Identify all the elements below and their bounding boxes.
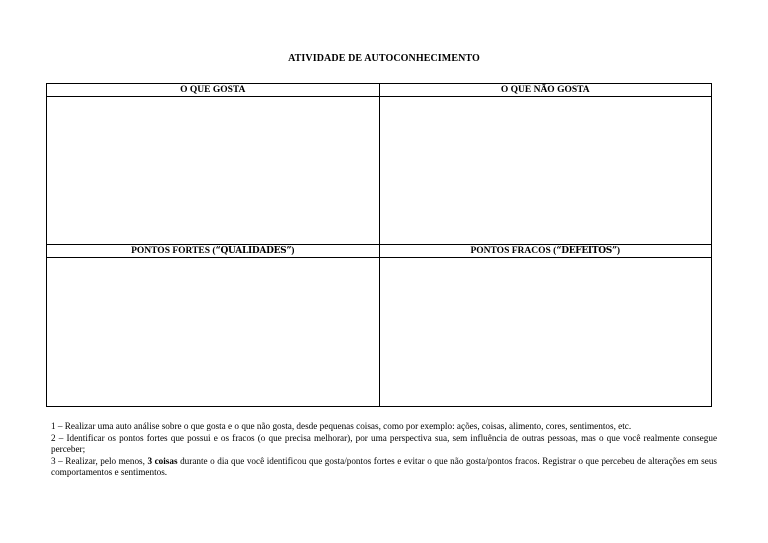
instruction-item (51, 421, 717, 433)
strengths-answer-box[interactable] (47, 258, 380, 407)
header-weaknesses (379, 245, 712, 258)
header-strengths-prefix: PONTOS FORTES ( (131, 246, 216, 256)
instruction-item (51, 456, 717, 479)
instruction-text-post: durante o dia que você identificou que gosta/pontos fortes e evitar o que não gosta/pontos fracos. Registrar o que percebeu de alterações em seus comportamentos e sentimentos. (51, 455, 718, 478)
header-strengths-emph: “QUALIDADES” (215, 246, 292, 256)
header-strengths (47, 245, 380, 258)
header-dislikes: O QUE NÃO GOSTA (379, 84, 712, 97)
instruction-text-pre: Realizar, pelo menos, (65, 455, 148, 466)
header-weaknesses-emph: “DEFEITOS” (556, 246, 617, 256)
instruction-text: Realizar uma auto análise sobre o que gosta e o que não gosta, desde pequenas coisas, como por exemplo: ações, coisas, alimento, cores, sentimentos, etc. (64, 421, 632, 431)
page-title: ATIVIDADE DE AUTOCONHECIMENTO (288, 53, 480, 64)
instruction-text: Identificar os pontos fortes que possui e os fracos (o que precisa melhorar), por uma perspectiva sua, sem influência de outras pessoas, mas o que você realmente consegue perceber; (51, 432, 718, 455)
header-likes: O QUE GOSTA (47, 84, 380, 97)
instruction-number: 1 – (51, 421, 63, 431)
header-strengths-suffix: ) (291, 246, 295, 256)
instruction-number: 3 – (51, 455, 63, 466)
instruction-number: 2 – (51, 432, 64, 443)
instruction-item (51, 433, 717, 456)
header-weaknesses-suffix: ) (616, 246, 621, 256)
likes-answer-box[interactable] (47, 97, 380, 245)
header-weaknesses-prefix: PONTOS FRACOS ( (470, 246, 557, 256)
dislikes-answer-box[interactable] (379, 97, 712, 245)
weaknesses-answer-box[interactable] (379, 258, 712, 407)
self-knowledge-table (46, 83, 712, 407)
instruction-text-bold: 3 coisas (147, 455, 178, 466)
instructions (51, 421, 717, 479)
